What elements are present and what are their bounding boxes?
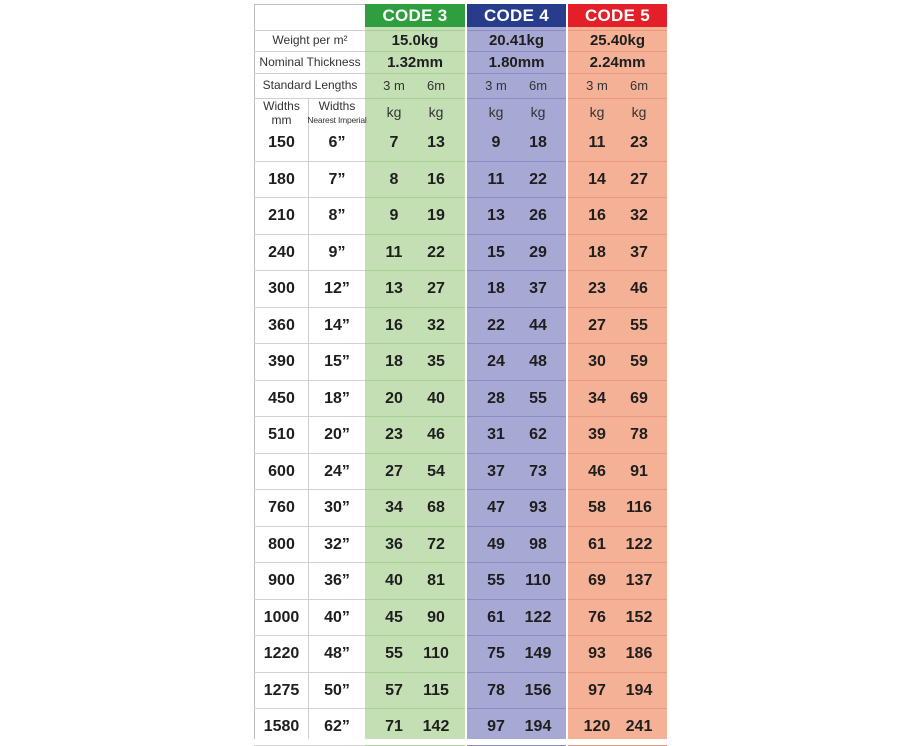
- weight-value-cell: 93: [529, 499, 547, 517]
- weight-value-cell: 156: [524, 681, 552, 699]
- row-divider: [467, 30, 566, 31]
- weight-value-cell: 11: [588, 134, 606, 152]
- weight-value-cell: 81: [427, 572, 445, 590]
- width-mm-cell: 240: [268, 243, 295, 261]
- width-imperial-cell: 20”: [324, 426, 350, 444]
- weight-value-cell: 49: [487, 535, 505, 553]
- width-mm-cell: 1000: [263, 608, 300, 626]
- width-imperial-cell: 50”: [324, 681, 350, 699]
- weight-value-cell: 27: [588, 316, 606, 334]
- weight-value-cell: 11: [385, 243, 403, 261]
- mm-label: mm: [271, 113, 292, 127]
- widths-label: Widths: [318, 99, 356, 113]
- weight-value-cell: 8: [389, 170, 399, 188]
- weight-value-cell: 115: [423, 681, 449, 699]
- length-label: 3 m: [383, 77, 405, 93]
- code-4-header: CODE 4: [467, 4, 566, 27]
- width-mm-cell: 180: [268, 170, 295, 188]
- row-divider: [568, 73, 667, 74]
- width-imperial-cell: 48”: [324, 645, 350, 663]
- weight-value-cell: 97: [588, 681, 606, 699]
- width-mm-cell: 1275: [263, 681, 300, 699]
- weight-value-cell: 46: [427, 426, 445, 444]
- weight-value-cell: 116: [626, 499, 652, 517]
- weight-value-cell: 13: [427, 134, 445, 152]
- weight-value-cell: 122: [524, 608, 552, 626]
- weight-value-cell: 241: [625, 718, 653, 736]
- width-imperial-cell: 14”: [324, 316, 350, 334]
- weight-value-cell: 59: [630, 353, 648, 371]
- weight-value-cell: 31: [487, 426, 505, 444]
- weight-value-cell: 39: [588, 426, 606, 444]
- weight-value-cell: 61: [487, 608, 505, 626]
- weight-value-cell: 194: [625, 681, 653, 699]
- code-3-header: CODE 3: [365, 4, 465, 27]
- weight-value-cell: 27: [630, 170, 648, 188]
- weight-value-cell: 186: [625, 645, 653, 663]
- weight-value-cell: 11: [487, 170, 505, 188]
- weight-value-cell: 37: [529, 280, 547, 298]
- row-divider: [365, 51, 465, 52]
- unit-label: kg: [386, 104, 402, 120]
- code-3-thickness: 1.32mm: [387, 53, 443, 71]
- width-imperial-cell: 24”: [324, 462, 350, 480]
- width-mm-cell: 510: [268, 426, 295, 444]
- row-divider: [254, 73, 365, 74]
- weight-value-cell: 32: [427, 316, 445, 334]
- weight-value-cell: 18: [487, 280, 505, 298]
- widths-label: Widths: [263, 99, 300, 113]
- row-divider: [365, 98, 465, 99]
- weight-value-cell: 9: [491, 134, 501, 152]
- weight-value-cell: 36: [385, 535, 403, 553]
- weight-value-cell: 37: [487, 462, 505, 480]
- table-top-border: [254, 4, 365, 5]
- weight-value-cell: 16: [588, 207, 606, 225]
- weight-value-cell: 110: [423, 645, 449, 663]
- weight-value-cell: 68: [427, 499, 445, 517]
- length-label: 3 m: [586, 77, 608, 93]
- width-imperial-cell: 15”: [324, 353, 350, 371]
- weight-value-cell: 62: [529, 426, 547, 444]
- weight-value-cell: 61: [588, 535, 606, 553]
- weight-value-cell: 23: [588, 280, 606, 298]
- width-imperial-cell: 9”: [328, 243, 346, 261]
- width-imperial-cell: 8”: [328, 207, 346, 225]
- length-label: 6m: [629, 77, 649, 93]
- weight-table: [254, 4, 668, 739]
- weight-value-cell: 47: [487, 499, 505, 517]
- code-5-thickness: 2.24mm: [589, 53, 646, 71]
- weight-value-cell: 110: [525, 572, 551, 590]
- weight-value-cell: 45: [385, 608, 403, 626]
- unit-label: kg: [488, 104, 504, 120]
- row-divider: [568, 51, 667, 52]
- weight-value-cell: 72: [427, 535, 445, 553]
- weight-value-cell: 46: [630, 280, 648, 298]
- weight-value-cell: 122: [625, 535, 653, 553]
- weight-value-cell: 69: [630, 389, 648, 407]
- length-label: 6m: [426, 77, 446, 93]
- row-divider: [568, 98, 667, 99]
- weight-value-cell: 58: [588, 499, 606, 517]
- row-divider: [467, 73, 566, 74]
- width-mm-cell: 360: [268, 316, 295, 334]
- weight-value-cell: 19: [427, 207, 445, 225]
- unit-label: kg: [589, 104, 605, 120]
- weight-value-cell: 44: [529, 316, 547, 334]
- width-mm-cell: 450: [268, 389, 295, 407]
- weight-value-cell: 149: [524, 645, 552, 663]
- row-divider: [365, 30, 465, 31]
- weight-value-cell: 152: [625, 608, 653, 626]
- weight-value-cell: 18: [385, 353, 403, 371]
- weight-value-cell: 137: [625, 572, 653, 590]
- code-5-weight: 25.40kg: [589, 31, 646, 49]
- width-imperial-cell: 12”: [324, 280, 350, 298]
- lengths-row-label: Standard Lengths: [262, 78, 358, 92]
- row-divider: [467, 98, 566, 99]
- weight-value-cell: 28: [487, 389, 505, 407]
- code-3-weight: 15.0kg: [391, 31, 439, 49]
- width-mm-cell: 1580: [263, 718, 300, 736]
- row-divider: [254, 745, 365, 746]
- width-imperial-cell: 30”: [324, 499, 350, 517]
- weight-value-cell: 16: [427, 170, 445, 188]
- row-divider: [254, 51, 365, 52]
- thickness-row-label: Nominal Thickness: [259, 55, 361, 69]
- weight-value-cell: 18: [588, 243, 606, 261]
- weight-value-cell: 71: [385, 718, 403, 736]
- weight-value-cell: 32: [630, 207, 648, 225]
- code-4-thickness: 1.80mm: [488, 53, 545, 71]
- width-imperial-cell: 6”: [328, 134, 346, 152]
- weight-value-cell: 27: [385, 462, 403, 480]
- width-imperial-cell: 32”: [324, 535, 350, 553]
- weight-value-cell: 78: [630, 426, 648, 444]
- unit-label: kg: [631, 104, 647, 120]
- weight-value-cell: 22: [529, 170, 547, 188]
- weight-value-cell: 23: [385, 426, 403, 444]
- code-5-header: CODE 5: [568, 4, 667, 27]
- weight-value-cell: 55: [630, 316, 648, 334]
- weight-value-cell: 30: [588, 353, 606, 371]
- width-imperial-cell: 7”: [328, 170, 346, 188]
- length-label: 3 m: [485, 77, 507, 93]
- weight-value-cell: 18: [529, 134, 547, 152]
- width-mm-cell: 800: [268, 535, 295, 553]
- width-mm-cell: 210: [268, 207, 295, 225]
- weight-value-cell: 27: [427, 280, 445, 298]
- weight-value-cell: 54: [427, 462, 445, 480]
- weight-value-cell: 15: [487, 243, 505, 261]
- width-imperial-cell: 36”: [324, 572, 350, 590]
- weight-value-cell: 29: [529, 243, 547, 261]
- weight-value-cell: 69: [588, 572, 606, 590]
- width-mm-cell: 390: [268, 353, 295, 371]
- width-imperial-cell: 62”: [324, 718, 350, 736]
- width-mm-cell: 760: [268, 499, 295, 517]
- weight-value-cell: 76: [588, 608, 606, 626]
- weight-value-cell: 26: [529, 207, 547, 225]
- weight-value-cell: 22: [427, 243, 445, 261]
- width-mm-cell: 600: [268, 462, 295, 480]
- weight-value-cell: 75: [487, 645, 505, 663]
- unit-label: kg: [530, 104, 546, 120]
- weight-value-cell: 57: [385, 681, 403, 699]
- width-mm-cell: 1220: [263, 645, 300, 663]
- weight-value-cell: 37: [630, 243, 648, 261]
- weight-value-cell: 34: [385, 499, 403, 517]
- weight-value-cell: 48: [529, 353, 547, 371]
- weight-value-cell: 93: [588, 645, 606, 663]
- weight-value-cell: 40: [427, 389, 445, 407]
- weight-value-cell: 78: [487, 681, 505, 699]
- row-divider: [365, 73, 465, 74]
- weight-value-cell: 35: [427, 353, 445, 371]
- weight-value-cell: 73: [529, 462, 547, 480]
- widths-imperial-header: [309, 100, 365, 126]
- weight-value-cell: 90: [427, 608, 445, 626]
- weight-value-cell: 22: [487, 316, 505, 334]
- row-divider: [254, 30, 365, 31]
- weight-value-cell: 194: [524, 718, 552, 736]
- code-4-weight: 20.41kg: [488, 31, 545, 49]
- width-mm-cell: 150: [268, 134, 295, 152]
- weight-value-cell: 34: [588, 389, 606, 407]
- weight-row-label: Weight per m²: [272, 33, 348, 47]
- width-mm-cell: 900: [268, 572, 295, 590]
- row-divider: [568, 30, 667, 31]
- length-label: 6m: [528, 77, 548, 93]
- weight-value-cell: 14: [588, 170, 606, 188]
- weight-value-cell: 55: [487, 572, 505, 590]
- width-mm-cell: 300: [268, 280, 295, 298]
- nearest-imperial-label: Nearest Imperial: [307, 115, 367, 125]
- weight-value-cell: 55: [385, 645, 403, 663]
- weight-value-cell: 20: [385, 389, 403, 407]
- weight-value-cell: 13: [385, 280, 403, 298]
- weight-value-cell: 9: [389, 207, 399, 225]
- weight-value-cell: 55: [529, 389, 547, 407]
- weight-value-cell: 46: [588, 462, 606, 480]
- weight-value-cell: 23: [630, 134, 648, 152]
- weight-value-cell: 24: [487, 353, 505, 371]
- weight-value-cell: 97: [487, 718, 505, 736]
- weight-value-cell: 120: [583, 718, 611, 736]
- weight-value-cell: 142: [422, 718, 450, 736]
- unit-label: kg: [428, 104, 444, 120]
- widths-mm-header: [255, 100, 308, 126]
- row-divider: [467, 51, 566, 52]
- width-imperial-cell: 40”: [324, 608, 350, 626]
- weight-value-cell: 40: [385, 572, 403, 590]
- weight-value-cell: 7: [389, 134, 399, 152]
- weight-value-cell: 16: [385, 316, 403, 334]
- weight-value-cell: 13: [487, 207, 505, 225]
- weight-value-cell: 98: [529, 535, 547, 553]
- width-imperial-cell: 18”: [324, 389, 350, 407]
- weight-value-cell: 91: [630, 462, 648, 480]
